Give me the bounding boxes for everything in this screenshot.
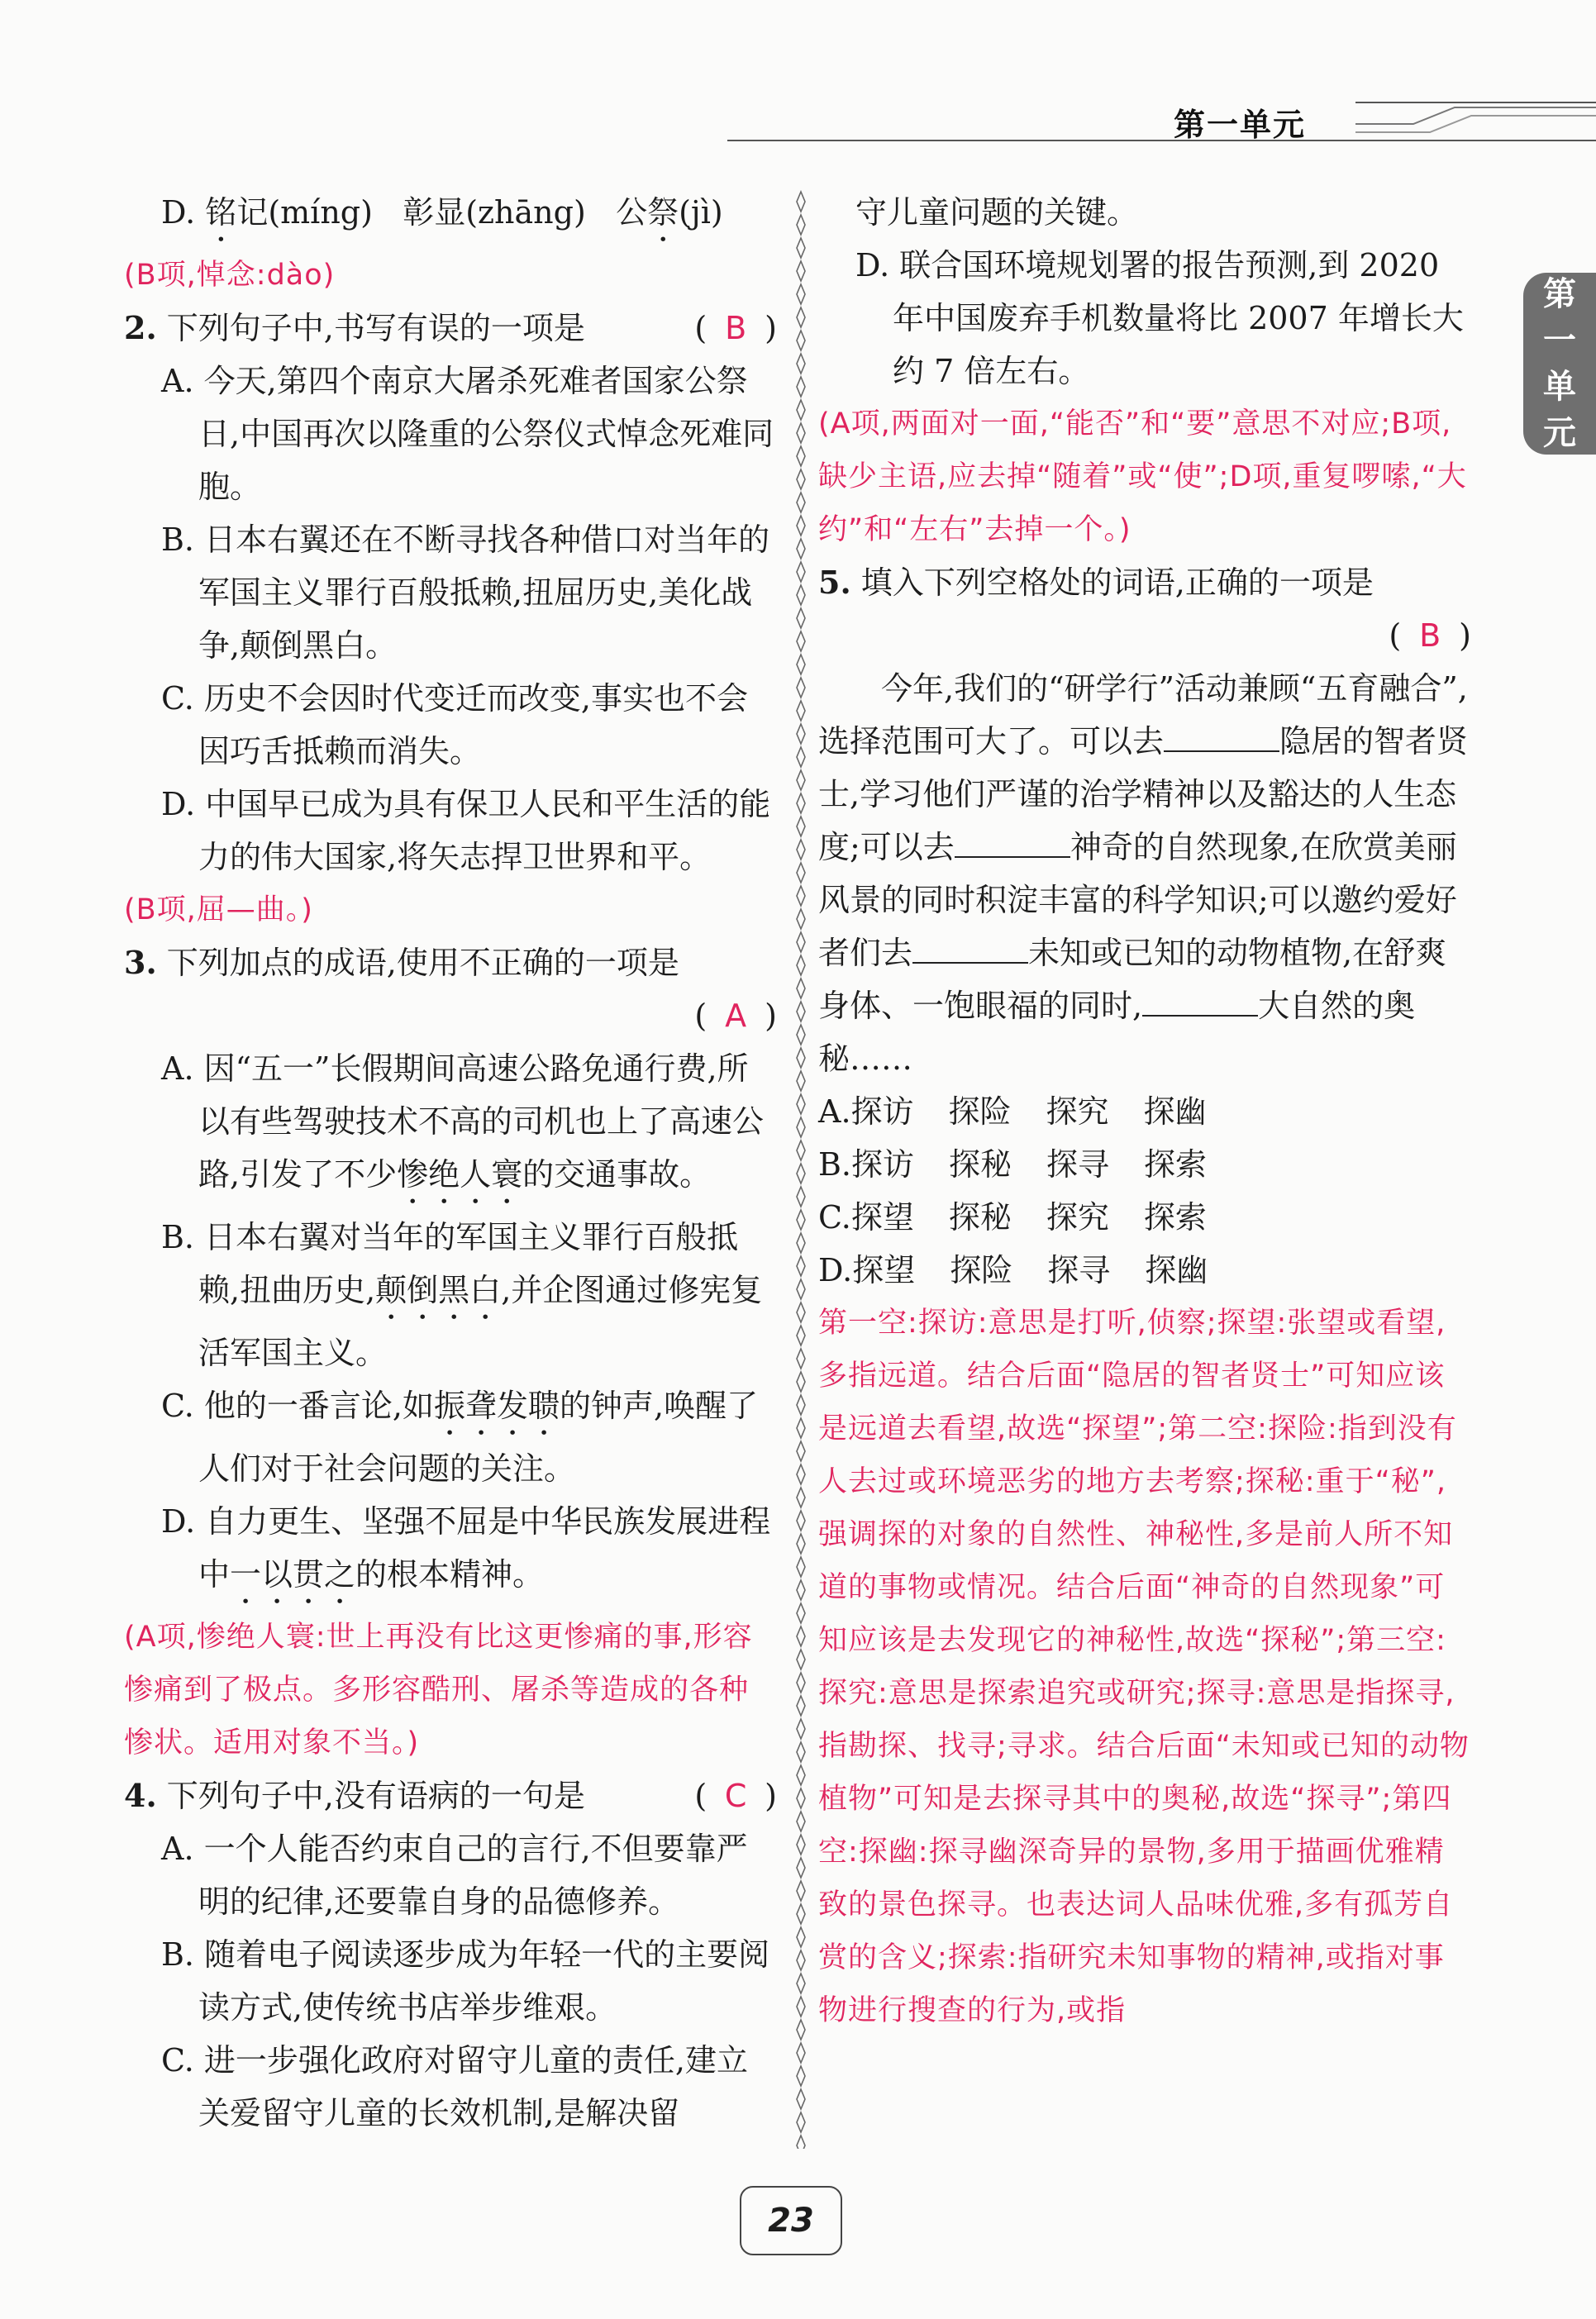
question-3: 3. 下列加点的成语,使用不正确的一项是 bbox=[124, 944, 679, 981]
blank-4[interactable] bbox=[1142, 982, 1258, 1017]
page-number: 23 bbox=[740, 2186, 842, 2255]
q4-answer: ( C ) bbox=[694, 1778, 777, 1814]
q2-option-a: A. 今天,第四个南京大屠杀死难者国家公祭日,中国再次以隆重的公祭仪式悼念死难同胞。 bbox=[161, 363, 774, 505]
q2-option-c: C. 历史不会因时代变迁而改变,事实也不会因巧舌抵赖而消失。 bbox=[161, 680, 748, 769]
side-tab-char: 一 bbox=[1543, 321, 1576, 360]
q3-answer: ( A ) bbox=[694, 998, 777, 1034]
q3-answer-note: (A项,惨绝人寰:世上再没有比这更惨痛的事,形容惨痛到了极点。多形容酷刑、屠杀等造成的各种惨状。适用对象不当。) bbox=[124, 1621, 753, 1759]
q1-option-d: D. 铭记(míng) 彰显(zhāng) 公祭(jì) bbox=[161, 194, 723, 231]
header-decoration bbox=[727, 91, 1596, 149]
header bbox=[727, 91, 1596, 149]
right-column bbox=[818, 186, 1471, 2037]
left-column bbox=[124, 186, 777, 2140]
blank-1[interactable] bbox=[1164, 717, 1279, 752]
q4-option-d: D. 联合国环境规划署的报告预测,到 2020 年中国废弃手机数量将比 2007 年增长大约 7 倍左右。 bbox=[855, 247, 1464, 389]
q2-answer: ( B ) bbox=[694, 310, 777, 346]
q1-answer-note: (B项,悼念:dào) bbox=[124, 259, 336, 292]
side-tab-char: 第 bbox=[1543, 275, 1576, 313]
q5-answer-note: 第一空:探访:意思是打听,侦察;探望:张望或看望,多指远道。结合后面“隐居的智者贤士”可知应该是远道去看望,故选“探望”;第二空:探险:指到没有人去过或环境恶劣的地方去考察;探秘:重于“秘”,强调探的对象的自然性、神秘性,多是前人所不知道的事物或情况。结合后面“神奇的自然现象”可知应该是去发现它的神秘性,故选“探秘”;第三空:探究:意思是探索追究或研究;探寻:意思是指探寻,指勘探、找寻;寻求。结合后面“未知或已知的动物植物”可知是去探寻其中的奥秘,故选“探寻”;第四空:探幽:探寻幽深奇异的景物,多用于描画优雅精致的景色探寻。也表达词人品味优雅,多有孤芳自赏的含义;探索:指研究未知事物的精神,或指对事物进行搜查的行为,或指 bbox=[818, 1307, 1470, 2027]
q5-option-b: B.探访 探秘 探寻 探索 bbox=[818, 1146, 1208, 1183]
q2-answer-note: (B项,屈—曲。) bbox=[124, 893, 313, 926]
q3-option-a: A. 因“五一”长假期间高速公路免通行费,所以有些驾驶技术不高的司机也上了高速公路,引发了不少惨绝人寰的交通事故。 bbox=[161, 1050, 765, 1193]
q4-option-c: C. 进一步强化政府对留守儿童的责任,建立关爱留守儿童的长效机制,是解决留 bbox=[161, 2042, 748, 2131]
side-tab-char: 单 bbox=[1543, 368, 1576, 406]
question-4: 4. 下列句子中,没有语病的一句是 ( C ) bbox=[124, 1769, 777, 1822]
q5-option-a: A.探访 探险 探究 探幽 bbox=[818, 1093, 1207, 1130]
q4-answer-note: (A项,两面对一面,“能否”和“要”意思不对应;B项,缺少主语,应去掉“随着”或“使”;D项,重复啰嗦,“大约”和“左右”去掉一个。) bbox=[818, 407, 1467, 546]
q3-option-c: C. 他的一番言论,如振聋发聩的钟声,唤醒了人们对于社会问题的关注。 bbox=[161, 1388, 759, 1487]
q5-passage: 今年,我们的“研学行”活动兼顾“五育融合”,选择范围可大了。可以去 隐居的智者贤士,学习他们严谨的治学精神以及豁达的人生态度;可以去 神奇的自然现象,在欣赏美丽风景的同时积淀丰富的科学知识;可以邀约爱好者们去 未知或已知的动物植物,在舒爽身体、一饱眼福的同时, 大自然的奥秘…… bbox=[818, 670, 1469, 1077]
q3-option-b: B. 日本右翼对当年的军国主义罪行百般抵赖,扭曲历史,颠倒黑白,并企图通过修宪复活军国主义。 bbox=[161, 1219, 763, 1371]
unit-side-tab bbox=[1523, 273, 1596, 455]
q3-option-d: D. 自力更生、坚强不屈是中华民族发展进程中一以贯之的根本精神。 bbox=[161, 1503, 771, 1593]
header-title: 第一单元 bbox=[1174, 107, 1307, 143]
question-5: 5. 填入下列空格处的词语,正确的一项是 bbox=[818, 564, 1374, 601]
q5-option-d: D.探望 探险 探寻 探幽 bbox=[818, 1252, 1208, 1288]
side-tab-char: 元 bbox=[1543, 414, 1576, 452]
q4-option-b: B. 随着电子阅读逐步成为年轻一代的主要阅读方式,使传统书店举步维艰。 bbox=[161, 1936, 770, 2026]
question-2: 2. 下列句子中,书写有误的一项是 ( B ) bbox=[124, 302, 777, 355]
blank-2[interactable] bbox=[955, 823, 1070, 858]
column-divider bbox=[795, 190, 807, 2149]
q4-option-a: A. 一个人能否约束自己的言行,不但要靠严明的纪律,还要靠自身的品德修养。 bbox=[161, 1831, 748, 1920]
q2-option-b: B. 日本右翼还在不断寻找各种借口对当年的军国主义罪行百般抵赖,扭屈历史,美化战争,颠倒黑白。 bbox=[161, 521, 770, 664]
q5-option-c: C.探望 探秘 探究 探索 bbox=[818, 1199, 1207, 1236]
q4-option-c-continued: 守儿童问题的关键。 bbox=[855, 194, 1139, 231]
q5-answer: ( B ) bbox=[1389, 617, 1471, 654]
q2-option-d: D. 中国早已成为具有保卫人民和平生活的能力的伟大国家,将矢志捍卫世界和平。 bbox=[161, 786, 771, 875]
blank-3[interactable] bbox=[912, 929, 1028, 964]
